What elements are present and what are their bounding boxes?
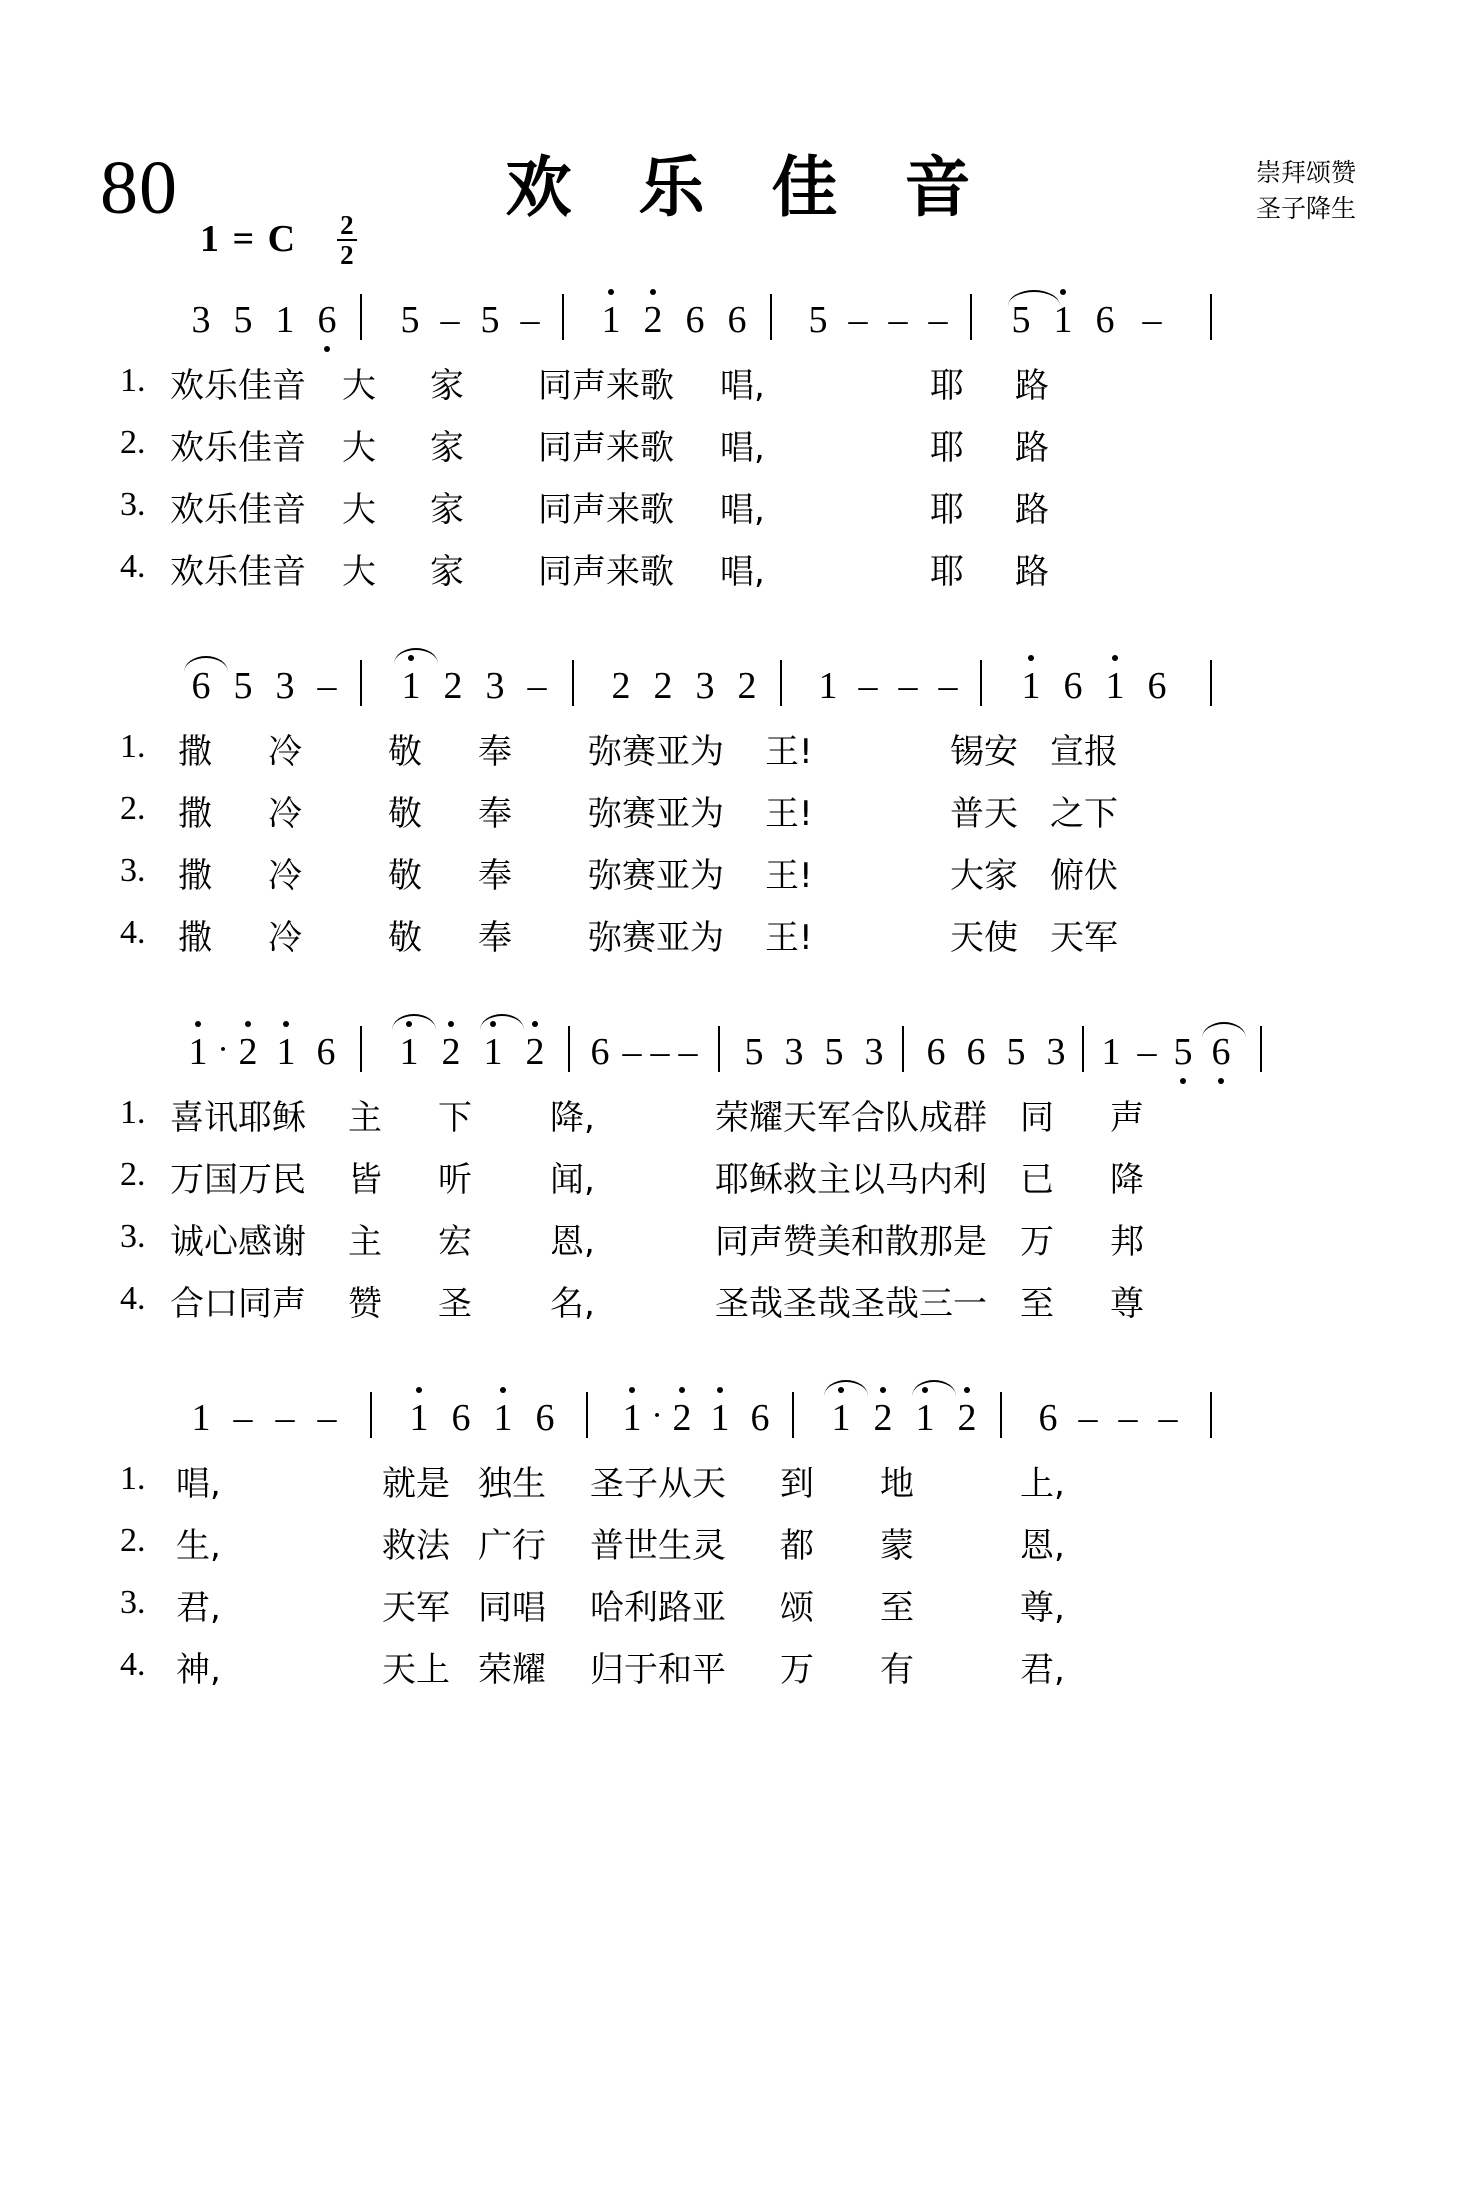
- verse-number: 2.: [120, 424, 146, 461]
- lyric-cell: 救法: [382, 1526, 450, 1566]
- barline: [360, 294, 362, 340]
- lyric-cell: 弥赛亚为: [588, 856, 724, 896]
- lyric-line: [120, 418, 1356, 480]
- barline: [1210, 294, 1212, 340]
- lyric-cell: 同声来歌: [538, 366, 674, 406]
- lyric-cell: 万国万民: [170, 1160, 306, 1200]
- lyric-line: [120, 1516, 1356, 1578]
- barline: [970, 294, 972, 340]
- barline: [1210, 1392, 1212, 1438]
- lyric-cell: 欢乐佳音: [170, 428, 306, 468]
- measure-notes: 6 5 3 –: [180, 664, 348, 708]
- lyric-cell: 家: [430, 366, 464, 406]
- lyric-cell: 耶: [930, 552, 964, 592]
- key-label: 1 = C: [200, 218, 298, 261]
- notation-row-2: [120, 656, 1356, 722]
- lyric-cell: 欢乐佳音: [170, 366, 306, 406]
- lyric-cell: 大: [342, 428, 376, 468]
- lyric-cell: 已: [1020, 1160, 1054, 1200]
- lyric-cell: 至: [880, 1588, 914, 1628]
- lyric-cell: 君,: [176, 1588, 221, 1628]
- lyric-cell: 到: [780, 1464, 814, 1504]
- lyric-cell: 冷: [268, 732, 302, 772]
- lyric-cell: 至: [1020, 1284, 1054, 1324]
- verse-number: 3.: [120, 852, 146, 889]
- lyric-cell: 耶: [930, 366, 964, 406]
- lyric-cell: 奉: [478, 732, 512, 772]
- tie-mark: [912, 1380, 956, 1396]
- lyric-cell: 下: [438, 1098, 472, 1138]
- lyric-cell: 邦: [1110, 1222, 1144, 1262]
- lyrics-block-2: [120, 722, 1356, 970]
- verse-number: 1.: [120, 1094, 146, 1131]
- lyric-line: [120, 1640, 1356, 1702]
- time-signature: [337, 211, 357, 269]
- lyric-cell: 唱,: [720, 366, 765, 406]
- verse-number: 4.: [120, 1280, 146, 1317]
- lyric-cell: 名,: [550, 1284, 595, 1324]
- lyric-cell: 生,: [176, 1526, 221, 1566]
- music-system-2: [120, 656, 1356, 970]
- music-system-3: [120, 1022, 1356, 1336]
- lyric-cell: 冷: [268, 856, 302, 896]
- lyric-cell: 敬: [388, 794, 422, 834]
- lyric-cell: 耶: [930, 428, 964, 468]
- lyric-cell: 敬: [388, 732, 422, 772]
- lyric-cell: 王!: [765, 918, 813, 958]
- music-system-1: [120, 290, 1356, 604]
- barline: [1260, 1026, 1262, 1072]
- lyric-cell: 降: [1110, 1160, 1144, 1200]
- lyric-cell: 同: [1020, 1098, 1054, 1138]
- measure-notes: 1 6 1 6: [1010, 664, 1178, 708]
- verse-number: 1.: [120, 1460, 146, 1497]
- lyrics-block-1: [120, 356, 1356, 604]
- lyric-cell: 耶稣救主以马内利: [715, 1160, 987, 1200]
- time-signature-denominator: 2: [340, 240, 354, 271]
- lyric-line: [120, 1088, 1356, 1150]
- measure-notes: 1 – – –: [818, 665, 958, 707]
- barline: [1082, 1026, 1084, 1072]
- lyric-cell: 颂: [780, 1588, 814, 1628]
- lyric-cell: 欢乐佳音: [170, 552, 306, 592]
- lyric-cell: 之下: [1050, 794, 1118, 834]
- lyric-cell: 广行: [478, 1526, 546, 1566]
- lyric-cell: 喜讯耶稣: [170, 1098, 306, 1138]
- measure-notes: 6 – – –: [590, 1031, 698, 1073]
- lyric-cell: 天使: [950, 918, 1018, 958]
- lyric-cell: 唱,: [720, 552, 765, 592]
- lyric-line: [120, 1578, 1356, 1640]
- lyric-cell: 弥赛亚为: [588, 794, 724, 834]
- lyric-cell: 尊: [1110, 1284, 1144, 1324]
- barline: [370, 1392, 372, 1438]
- notation-row-4: [120, 1388, 1356, 1454]
- barline: [360, 1026, 362, 1072]
- barline: [980, 660, 982, 706]
- verse-number: 4.: [120, 1646, 146, 1683]
- lyric-cell: 荣耀: [478, 1650, 546, 1690]
- measure-notes: 1 2 1 2: [820, 1396, 988, 1440]
- lyric-line: [120, 356, 1356, 418]
- tie-mark: [394, 648, 438, 664]
- lyric-cell: 归于和平: [590, 1650, 726, 1690]
- barline: [360, 660, 362, 706]
- lyric-cell: 俯伏: [1050, 856, 1118, 896]
- measure-notes: 1 – – –: [191, 1397, 337, 1439]
- measure-notes: 1 2 6 6: [590, 298, 758, 342]
- lyric-cell: 诚心感谢: [170, 1222, 306, 1262]
- verse-number: 1.: [120, 362, 146, 399]
- lyrics-block-4: [120, 1454, 1356, 1702]
- lyric-cell: 同声赞美和散那是: [715, 1222, 987, 1262]
- lyric-line: [120, 784, 1356, 846]
- lyric-cell: 都: [780, 1526, 814, 1566]
- verse-number: 3.: [120, 486, 146, 523]
- verse-number: 3.: [120, 1218, 146, 1255]
- lyric-cell: 天军: [382, 1588, 450, 1628]
- measure-notes: 5 1 6 –: [1000, 298, 1178, 342]
- lyric-cell: 万: [1020, 1222, 1054, 1262]
- barline: [1210, 660, 1212, 706]
- measure-notes: 6 – – –: [1038, 1397, 1178, 1439]
- measure-notes: 1 · 2 1 6: [614, 1396, 780, 1440]
- key-signature: [200, 210, 1356, 290]
- lyric-cell: 声: [1110, 1098, 1144, 1138]
- lyric-cell: 独生: [478, 1464, 546, 1504]
- lyric-cell: 撒: [178, 918, 212, 958]
- lyric-cell: 天军: [1050, 918, 1118, 958]
- lyric-cell: 同声来歌: [538, 490, 674, 530]
- lyric-line: [120, 908, 1356, 970]
- lyric-cell: 锡安: [950, 732, 1018, 772]
- lyric-cell: 尊,: [1020, 1588, 1065, 1628]
- lyric-cell: 敬: [388, 856, 422, 896]
- verse-number: 4.: [120, 548, 146, 585]
- lyric-cell: 普世生灵: [590, 1526, 726, 1566]
- lyric-cell: 奉: [478, 918, 512, 958]
- notation-row-3: [120, 1022, 1356, 1088]
- lyric-cell: 恩,: [1020, 1526, 1065, 1566]
- lyric-cell: 家: [430, 428, 464, 468]
- lyric-line: [120, 722, 1356, 784]
- verse-number: 4.: [120, 914, 146, 951]
- lyric-cell: 同声来歌: [538, 552, 674, 592]
- measure-notes: 1 – 5 6: [1092, 1030, 1240, 1074]
- measure-notes: 3 5 1 6: [180, 298, 348, 342]
- lyric-cell: 家: [430, 490, 464, 530]
- lyric-cell: 宣报: [1050, 732, 1118, 772]
- lyric-cell: 皆: [348, 1160, 382, 1200]
- lyric-cell: 降,: [550, 1098, 595, 1138]
- lyric-cell: 大: [342, 552, 376, 592]
- lyric-cell: 撒: [178, 856, 212, 896]
- lyric-cell: 路: [1015, 490, 1049, 530]
- lyric-cell: 撒: [178, 732, 212, 772]
- hymn-number: 80: [100, 146, 178, 230]
- lyric-cell: 王!: [765, 732, 813, 772]
- lyric-cell: 合口同声: [170, 1284, 306, 1324]
- barline: [902, 1026, 904, 1072]
- lyric-cell: 大: [342, 490, 376, 530]
- lyric-cell: 闻,: [550, 1160, 595, 1200]
- verse-number: 2.: [120, 790, 146, 827]
- lyric-cell: 王!: [765, 856, 813, 896]
- time-signature-numerator: 2: [337, 211, 357, 241]
- measure-notes: 1 6 1 6: [398, 1396, 566, 1440]
- lyric-cell: 有: [880, 1650, 914, 1690]
- lyric-line: [120, 1150, 1356, 1212]
- lyric-cell: 天上: [382, 1650, 450, 1690]
- lyric-cell: 恩,: [550, 1222, 595, 1262]
- lyric-cell: 地: [880, 1464, 914, 1504]
- lyric-cell: 君,: [1020, 1650, 1065, 1690]
- barline: [792, 1392, 794, 1438]
- barline: [568, 1026, 570, 1072]
- lyric-cell: 路: [1015, 428, 1049, 468]
- lyric-cell: 圣哉圣哉圣哉三一: [715, 1284, 987, 1324]
- lyric-cell: 主: [348, 1098, 382, 1138]
- notation-row-1: [120, 290, 1356, 356]
- page-title: 欢 乐 佳 音: [505, 149, 993, 226]
- lyric-cell: 赞: [348, 1284, 382, 1324]
- music-system-4: [120, 1388, 1356, 1702]
- lyric-cell: 唱,: [720, 428, 765, 468]
- tie-mark: [392, 1014, 436, 1030]
- lyric-cell: 欢乐佳音: [170, 490, 306, 530]
- verse-number: 2.: [120, 1156, 146, 1193]
- measure-notes: 1 2 3 –: [390, 664, 558, 708]
- lyric-cell: 耶: [930, 490, 964, 530]
- lyric-cell: 圣子从天: [590, 1464, 726, 1504]
- verse-number: 3.: [120, 1584, 146, 1621]
- lyric-cell: 蒙: [880, 1526, 914, 1566]
- lyric-cell: 哈利路亚: [590, 1588, 726, 1628]
- tie-mark: [824, 1380, 868, 1396]
- lyric-cell: 奉: [478, 856, 512, 896]
- lyric-line: [120, 846, 1356, 908]
- barline: [780, 660, 782, 706]
- measure-notes: 1 · 2 1 6: [180, 1030, 346, 1074]
- tie-mark: [480, 1014, 524, 1030]
- lyric-cell: 王!: [765, 794, 813, 834]
- verse-number: 2.: [120, 1522, 146, 1559]
- lyric-cell: 撒: [178, 794, 212, 834]
- lyric-line: [120, 1274, 1356, 1336]
- lyric-cell: 弥赛亚为: [588, 732, 724, 772]
- lyric-cell: 主: [348, 1222, 382, 1262]
- measure-notes: 5 – 5 –: [400, 299, 540, 341]
- lyric-cell: 圣: [438, 1284, 472, 1324]
- barline: [572, 660, 574, 706]
- lyric-cell: 听: [438, 1160, 472, 1200]
- lyric-cell: 敬: [388, 918, 422, 958]
- lyric-cell: 唱,: [176, 1464, 221, 1504]
- barline: [586, 1392, 588, 1438]
- measure-notes: 1 2 1 2: [388, 1030, 556, 1074]
- barline: [770, 294, 772, 340]
- barline: [1000, 1392, 1002, 1438]
- lyric-cell: 冷: [268, 794, 302, 834]
- lyric-cell: 宏: [438, 1222, 472, 1262]
- category-line-2: 圣子降生: [1255, 194, 1356, 224]
- lyric-cell: 普天: [950, 794, 1018, 834]
- barline: [718, 1026, 720, 1072]
- lyric-cell: 大: [342, 366, 376, 406]
- lyric-cell: 奉: [478, 794, 512, 834]
- lyric-cell: 路: [1015, 366, 1049, 406]
- lyric-cell: 神,: [176, 1650, 221, 1690]
- lyric-cell: 大家: [950, 856, 1018, 896]
- barline: [562, 294, 564, 340]
- lyric-cell: 家: [430, 552, 464, 592]
- lyric-cell: 唱,: [720, 490, 765, 530]
- lyrics-block-3: [120, 1088, 1356, 1336]
- lyric-line: [120, 1212, 1356, 1274]
- measure-notes: 6 6 5 3: [926, 1031, 1066, 1073]
- lyric-line: [120, 542, 1356, 604]
- lyric-line: [120, 1454, 1356, 1516]
- lyric-cell: 同唱: [478, 1588, 546, 1628]
- lyric-cell: 路: [1015, 552, 1049, 592]
- page-header: [100, 0, 1356, 230]
- measure-notes: 5 – – –: [808, 299, 948, 341]
- lyric-cell: 万: [780, 1650, 814, 1690]
- lyric-cell: 弥赛亚为: [588, 918, 724, 958]
- lyric-cell: 就是: [382, 1464, 450, 1504]
- lyric-cell: 上,: [1020, 1464, 1065, 1504]
- lyric-line: [120, 480, 1356, 542]
- measure-notes: 2 2 3 2: [611, 665, 757, 707]
- measure-notes: 5 3 5 3: [744, 1031, 884, 1073]
- category-line-1: 崇拜颂赞: [1255, 158, 1356, 187]
- lyric-cell: 冷: [268, 918, 302, 958]
- lyric-cell: 同声来歌: [538, 428, 674, 468]
- lyric-cell: 荣耀天军合队成群: [715, 1098, 987, 1138]
- verse-number: 1.: [120, 728, 146, 765]
